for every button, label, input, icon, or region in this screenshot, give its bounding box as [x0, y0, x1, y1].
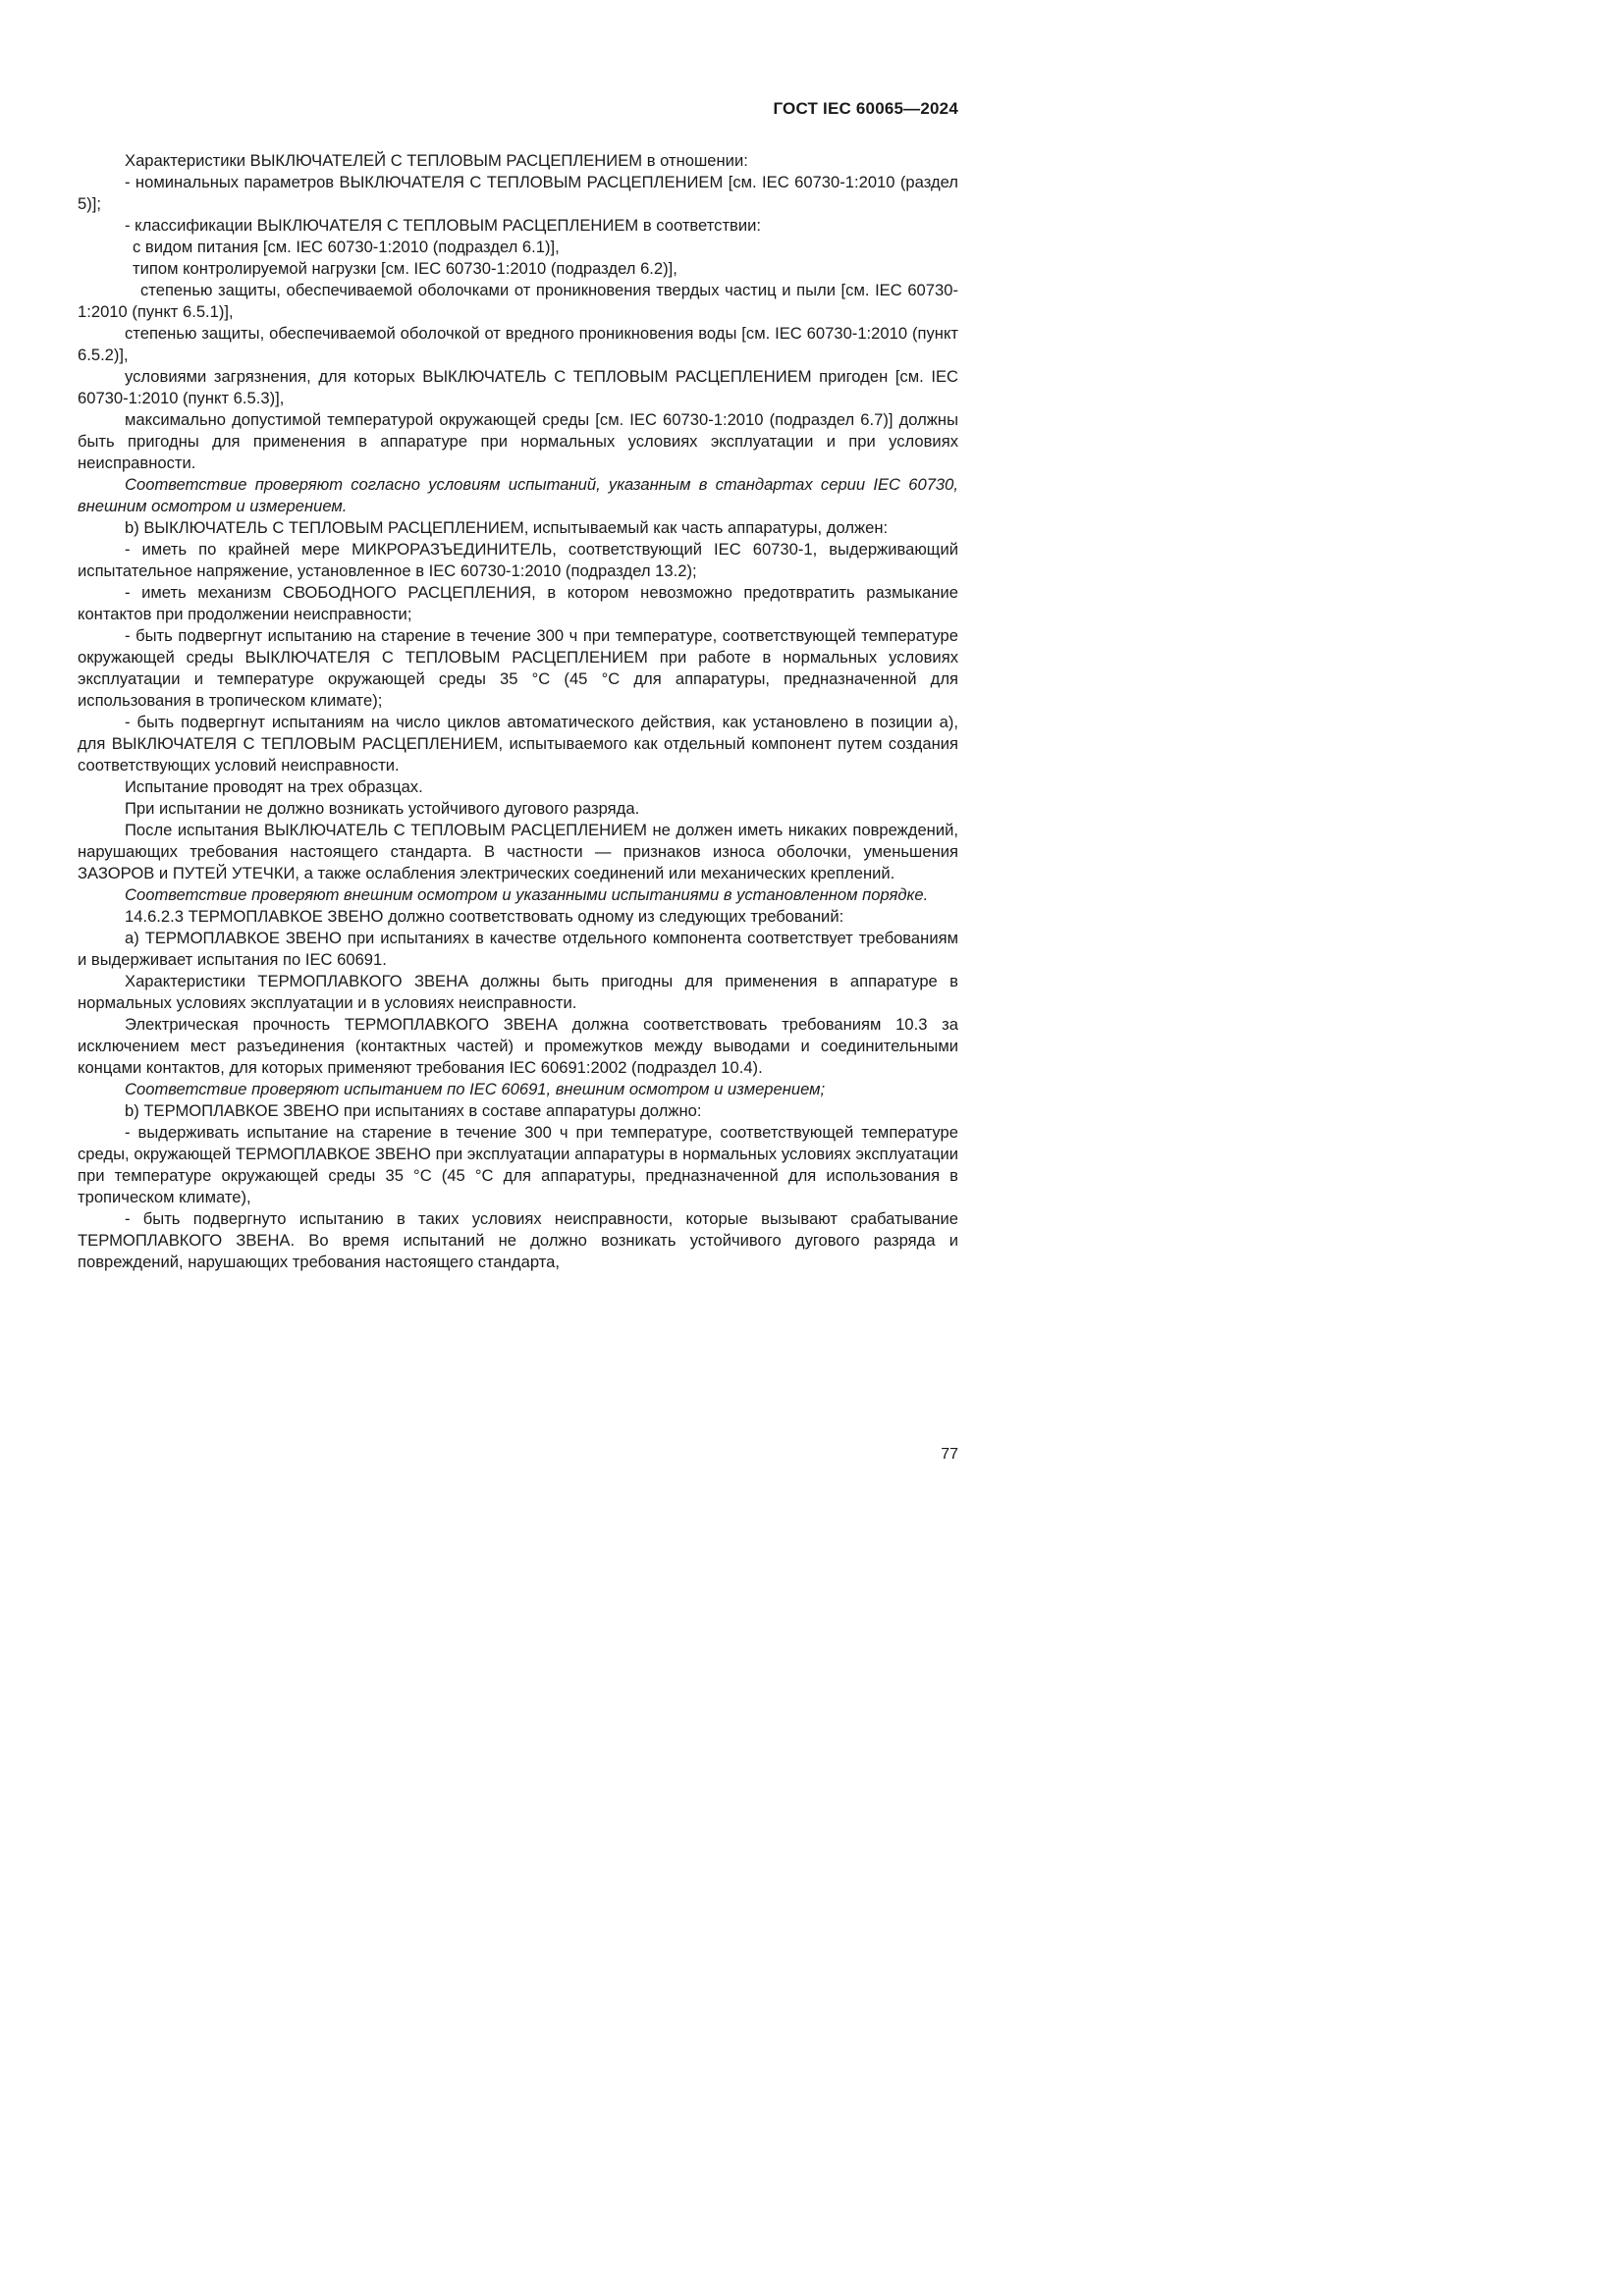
document-body [78, 150, 958, 1273]
sub-item: степенью защиты, обеспечиваемой оболочками от проникновения твердых частиц и пыли [см. IEC 60730-1:2010 (пункт 6.5.1)], [78, 281, 958, 321]
list-item: - иметь по крайней мере МИКРОРАЗЪЕДИНИТЕЛЬ, соответствующий IEC 60730-1, выдерживающий испытательное напряжение, установленное в IEC 60730-1:2010 (подраздел 13.2); [78, 540, 958, 580]
sub-item: условиями загрязнения, для которых ВЫКЛЮЧАТЕЛЬ С ТЕПЛОВЫМ РАСЦЕПЛЕНИЕМ пригоден [см. IEC 60730-1:2010 (пункт 6.5.3)], [78, 367, 958, 407]
sub-item: максимально допустимой температурой окружающей среды [см. IEC 60730-1:2010 (подраздел 6.7)] должны быть пригодны для применения в аппаратуре при нормальных условиях эксплуатации и при условиях неисправности. [78, 410, 958, 472]
paragraph: Характеристики ВЫКЛЮЧАТЕЛЕЙ С ТЕПЛОВЫМ РАСЦЕПЛЕНИЕМ в отношении: [125, 151, 748, 170]
page-number: 77 [941, 1446, 958, 1463]
paragraph: а) ТЕРМОПЛАВКОЕ ЗВЕНО при испытаниях в качестве отдельного компонента соответствует требованиям и выдерживает испытания по IEC 60691. [78, 929, 958, 969]
sub-item: с видом питания [см. IEC 60730-1:2010 (подраздел 6.1)], [133, 238, 560, 256]
sub-item: степенью защиты, обеспечиваемой оболочкой от вредного проникновения воды [см. IEC 60730-1:2010 (пункт 6.5.2)], [78, 324, 958, 364]
document-page [0, 0, 1080, 1538]
compliance-note: Соответствие проверяют согласно условиям испытаний, указанным в стандартах серии IEC 60730, внешним осмотром и измерением. [78, 475, 958, 515]
paragraph: b) ТЕРМОПЛАВКОЕ ЗВЕНО при испытаниях в составе аппаратуры должно: [125, 1101, 702, 1120]
paragraph: Электрическая прочность ТЕРМОПЛАВКОГО ЗВЕНА должна соответствовать требованиям 10.3 за исключением мест разъединения (контактных частей) и промежутков между выводами и соединительными концами контактов, для которых применяют требования IEC 60691:2002 (подраздел 10.4). [78, 1015, 958, 1077]
list-item: - быть подвергнуто испытанию в таких условиях неисправности, которые вызывают срабатывание ТЕРМОПЛАВКОГО ЗВЕНА. Во время испытаний не должно возникать устойчивого дугового разряда и повреждений, нарушающих требования настоящего стандарта, [78, 1209, 958, 1271]
list-item: - иметь механизм СВОБОДНОГО РАСЦЕПЛЕНИЯ, в котором невозможно предотвратить размыкание контактов при продолжении неисправности; [78, 583, 958, 623]
list-item: - номинальных параметров ВЫКЛЮЧАТЕЛЯ С ТЕПЛОВЫМ РАСЦЕПЛЕНИЕМ [см. IEC 60730-1:2010 (раздел 5)]; [78, 173, 958, 213]
paragraph: Испытание проводят на трех образцах. [125, 777, 423, 796]
document-header: ГОСТ IEC 60065—2024 [773, 99, 958, 118]
paragraph: После испытания ВЫКЛЮЧАТЕЛЬ С ТЕПЛОВЫМ РАСЦЕПЛЕНИЕМ не должен иметь никаких повреждений, нарушающих требования настоящего стандарта. В частности — признаков износа оболочки, уменьшения ЗАЗОРОВ и ПУТЕЙ УТЕЧКИ, а также ослабления электрических соединений или механических креплений. [78, 821, 958, 882]
list-item: - классификации ВЫКЛЮЧАТЕЛЯ С ТЕПЛОВЫМ РАСЦЕПЛЕНИЕМ в соответствии: [125, 216, 762, 235]
list-item: - выдерживать испытание на старение в течение 300 ч при температуре, соответствующей температуре среды, окружающей ТЕРМОПЛАВКОЕ ЗВЕНО при эксплуатации аппаратуры в нормальных условиях эксплуатации при температуре окружающей среды 35 °С (45 °С для аппаратуры, предназначенной для использования в тропическом климате), [78, 1123, 958, 1206]
compliance-note: Соответствие проверяют испытанием по IEC 60691, внешним осмотром и измерением; [125, 1080, 826, 1098]
paragraph: Характеристики ТЕРМОПЛАВКОГО ЗВЕНА должны быть пригодны для применения в аппаратуре в нормальных условиях эксплуатации и в условиях неисправности. [78, 972, 958, 1012]
paragraph: b) ВЫКЛЮЧАТЕЛЬ С ТЕПЛОВЫМ РАСЦЕПЛЕНИЕМ, испытываемый как часть аппаратуры, должен: [125, 518, 889, 537]
paragraph: При испытании не должно возникать устойчивого дугового разряда. [125, 799, 640, 818]
list-item: - быть подвергнут испытанию на старение в течение 300 ч при температуре, соответствующей температуре окружающей среды ВЫКЛЮЧАТЕЛЯ С ТЕПЛОВЫМ РАСЦЕПЛЕНИЕМ при работе в нормальных условиях эксплуатации и температуре окружающей среды 35 °С (45 °С для аппаратуры, предназначенной для использования в тропическом климате); [78, 626, 958, 710]
sub-item: типом контролируемой нагрузки [см. IEC 60730-1:2010 (подраздел 6.2)], [133, 259, 677, 278]
list-item: - быть подвергнут испытаниям на число циклов автоматического действия, как установлено в позиции а), для ВЫКЛЮЧАТЕЛЯ С ТЕПЛОВЫМ РАСЦЕПЛЕНИЕМ, испытываемого как отдельный компонент путем создания соответствующих условий неисправности. [78, 713, 958, 774]
section-paragraph: 14.6.2.3 ТЕРМОПЛАВКОЕ ЗВЕНО должно соответствовать одному из следующих требований: [125, 907, 844, 926]
compliance-note: Соответствие проверяют внешним осмотром и указанными испытаниями в установленном порядке. [125, 885, 929, 904]
